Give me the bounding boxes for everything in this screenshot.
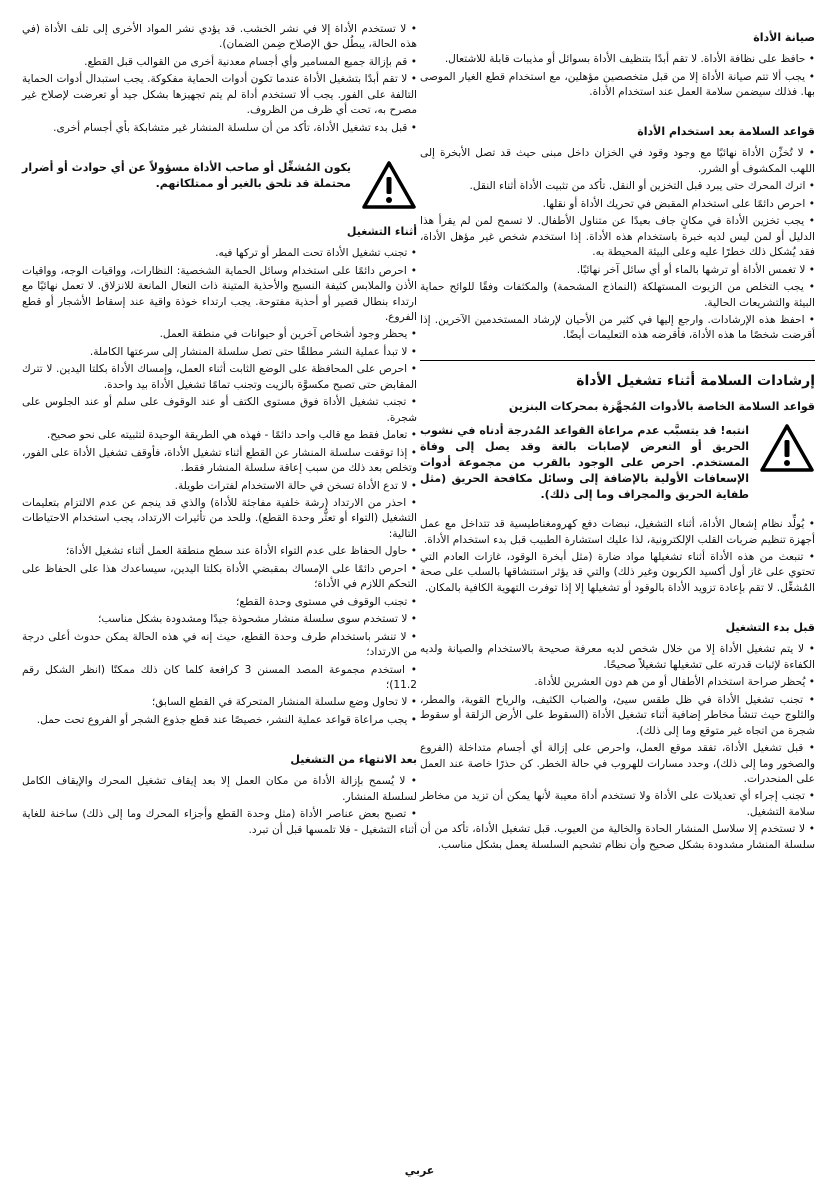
list-item: • لا تحاول وضع سلسلة المنشار المتحركة في القطع السابق؛ (151, 696, 417, 709)
right-column (420, 22, 815, 855)
list-item: • تجنب إجراء أي تعديلات على الأداة ولا تستخدم أداة معيبة لأنها يمكن أن تزيد من مخاطر سلامة التشغيل. (420, 790, 815, 818)
list-item: • قم بإزالة جميع المسامير وأي أجسام معدنية أخرى من القوالب قبل القطع. (84, 55, 417, 68)
petrol-list (420, 517, 815, 596)
after-use-list (420, 146, 815, 343)
list-item: • قبل تشغيل الأداة، تفقد موقع العمل، واحرص على إزالة أي أجسام متداخلة (الفروع والصخور وما إلى ذلك)، وحدد مسارات للهروب في حالة الخطر. كن حذرًا خاصة عند العمل على المنحدرات. (420, 742, 815, 785)
list-item: • لا تُخزِّن الأداة نهائيًا مع وجود وقود في الخزان داخل مبنى حيث قد تصل الأبخرة إلى اللهب المكشوف أو الشرر. (420, 147, 815, 175)
list-item: • لا يتم تشغيل الأداة إلا من خلال شخص لديه معرفة صحيحة بالاستخدام والصيانة ولديه الكفاءة لإثبات قدرته على تشغيلها تشغيلاً صحيحًا. (420, 643, 815, 671)
list-item: • قبل بدء تشغيل الأداة، تأكد من أن سلسلة المنشار غير متشابكة بأي أجسام أخرى. (53, 121, 417, 134)
fire-warning-text: انتبه! قد يتسبَّب عدم مراعاة القواعد المُدرجة أدناه في نشوب الحريق أو التعرض لإصابات بالغة وقد يصل إلى وفاة المستخدم. احرص على الوجود بالقرب من مجموعة أدوات الإسعافات الأولية بالإضافة إلى وسائل مكافحة الحريق (مثل طفاية الحريق والمجراف وما إلى ذلك). (420, 424, 749, 502)
page-footer-language: عربي (404, 1164, 435, 1177)
list-item: • لا تدع الأداة تسخن في حالة الاستخدام لفترات طويلة. (174, 479, 417, 492)
list-item: • تعامل فقط مع قالب واحد دائمًا - فهذه هي الطريقة الوحيدة لتثبيته على نحو صحيح. (46, 429, 417, 442)
list-item: • إذا توقفت سلسلة المنشار عن القطع أثناء تشغيل الأداة، فأوقف تشغيل الأداة على الفور، وتخلص بعد ذلك من سبب إعاقة سلسلة المنشار فقط. (22, 446, 417, 475)
list-item: • احذر من الارتداد (رشة خلفية مفاجئة للأداة) والذي قد ينجم عن عدم الالتزام بتعليمات التشغيل (التواء أو تعثُّر وحدة القطع). وللحد من تأثيرات الارتداد، يجب استخدام الاحتياطات التالية: (22, 497, 417, 540)
list-item: • يجب مراعاة قواعد عملية النشر، خصيصًا عند قطع جذوع الشجر أو الفروع تحت حمل. (36, 713, 417, 726)
warning-triangle-icon (759, 423, 815, 473)
list-item: • يجب تخزين الأداة في مكانٍ جاف بعيدًا عن متناول الأطفال. لا تسمح لمن لم يقرأ هذا الدليل أو لمن ليس لديه خبرة باستخدام هذه الأداة. إذا استخدم شخص غير مؤهل الأداة، فقد يُشكل ذلك خطرًا عليه وعلى البيئة المحيطة به. (420, 215, 815, 259)
main-section-title: إرشادات السلامة أثناء تشغيل الأداة (576, 372, 815, 389)
list-item: • لا يُسمح بإزالة الأداة من مكان العمل إلا بعد إيقاف تشغيل المحرك والإيقاف الكامل لسلسلة المنشار. (22, 775, 417, 803)
list-item: • لا تستخدم سوى سلسلة منشار مشحوذة جيدًا ومشدودة بشكل مناسب؛ (97, 613, 417, 626)
after-operation-list (22, 774, 417, 838)
list-item: • تجنب تشغيل الأداة في ظل طقس سيئ، والضباب الكثيف، والرياح القوية، والمطر، والثلوج حيث تنشأ مخاطر إضافية أثناء تشغيل الأداة (السقوط على الأرض الزلقة أو سقوط شجرة من اتجاه غير متوقع وما إلى ذلك). (420, 693, 815, 737)
liability-warning-text: يكون المُشغِّل أو صاحب الأداة مسؤولاً عن أي حوادث أو أضرار محتملة قد تلحق بالغير أو ممتلكاتهم. (22, 161, 351, 191)
list-item: • احفظ هذه الإرشادات. وارجع إليها في كثير من الأحيان لإرشاد المستخدمين الآخرين. إذا أقرضت شخصًا ما هذه الأداة، فأقرضه هذه التعليمات أيضًا. (420, 313, 815, 342)
list-item: • يُحظر صراحة استخدام الأطفال أو من هم دون العشرين للأداة. (534, 676, 815, 689)
during-operation-heading: أثناء التشغيل (346, 225, 417, 239)
list-item: • تجنب تشغيل الأداة تحت المطر أو تركها فيه. (215, 247, 417, 260)
list-item: • حافظ على نظافة الأداة. لا تقم أبدًا بتنظيف الأداة بسوائل أو مذيبات قابلة للاشتعال. (444, 53, 815, 66)
list-item: • تصبح بعض عناصر الأداة (مثل وحدة القطع وأجزاء المحرك وما إلى ذلك) ساخنة للغاية أثناء التشغيل - فلا تلمسها قبل أن تبرد. (22, 808, 417, 836)
list-item: • لا تستخدم الأداة إلا في نشر الخشب. قد يؤدي نشر المواد الأخرى إلى تلف الأداة (في هذه الحالة، يبطُل حق الإصلاح ضِمن الضمان). (22, 23, 417, 51)
list-item: • لا تنشر باستخدام طرف وحدة القطع، حيث إنه في هذه الحالة يمكن حدوث أعلى درجة من الارتداد؛ (22, 630, 417, 659)
list-item: • احرص دائمًا على الإمساك بمقبضي الأداة بكلتا اليدين، سيساعدك هذا على الحفاظ على التحكم اللازم في الأداة؛ (22, 562, 417, 591)
list-item: • تجنب الوقوف في مستوى وحدة القطع؛ (236, 595, 417, 608)
section-divider (420, 360, 815, 361)
during-operation-list (22, 246, 417, 728)
list-item: • حاول الحفاظ على عدم التواء الأداة عند سطح منطقة العمل أثناء تشغيل الأداة؛ (65, 545, 417, 558)
maintenance-heading: صيانة الأداة (753, 31, 815, 44)
left-column (22, 22, 417, 840)
maintenance-list (420, 52, 815, 100)
liability-warning-box (22, 160, 417, 210)
list-item: • احرص دائمًا على استخدام وسائل الحماية الشخصية: النظارات، وواقيات الوجه، وواقيات الأذن والملابس كثيفة النسيج والأحذية المتينة ذات النعال المانعة للانزلاق. لا تعمل نهائيًا مع ارتداء بنطال قصير أو أحذية مفتوحة. يجب ارتداء خوذة واقية عند إسقاط الأشجار أو قطع الفروع. (22, 264, 417, 324)
after-operation-heading: بعد الانتهاء من التشغيل (290, 753, 417, 767)
list-item: • يحظر وجود أشخاص آخرين أو حيوانات في منطقة العمل. (159, 328, 417, 341)
list-item: • يجب التخلص من الزيوت المستهلكة (النماذج المشحمة) والمكثفات وفقًا للوائح حماية البيئة والتشريعات الحالية. (420, 281, 815, 309)
list-item: • لا تبدأ عملية النشر مطلقًا حتى تصل سلسلة المنشار إلى سرعتها الكاملة. (89, 345, 417, 358)
list-item: • لا تقم أبدًا بتشغيل الأداة عندما تكون أدوات الحماية مفكوكة. يجب استبدال أدوات الحماية التالفة على الفور. يجب ألا تستخدم أداة لم يتم تجهيزها بشكل جيد أو تعرضت لإصلاح غير مصرح به، تحت أي ظرف من الظروف. (22, 73, 417, 117)
list-item: • يجب ألا تتم صيانة الأداة إلا من قبل متخصصين مؤهلين، مع استخدام قطع الغيار الموصى بها. فذلك سيضمن سلامة العمل عند استخدام الأداة. (420, 70, 815, 98)
top-list (22, 22, 417, 136)
list-item: • لا تستخدم إلا سلاسل المنشار الحادة والخالية من العيوب. قبل تشغيل الأداة، تأكد من أن سلسلة المنشار مشدودة بشكل صحيح وأن نظام تشحيم السلسلة يعمل بشكل مناسب. (420, 823, 815, 851)
warning-triangle-icon (361, 160, 417, 210)
before-start-heading: قبل بدء التشغيل (725, 621, 815, 635)
before-start-list (420, 642, 815, 853)
list-item: • استخدم مجموعة المصد المسنن 3 كرافعة كلما كان ذلك ممكنًا (انظر الشكل رقم 11.2)؛ (22, 663, 417, 691)
fire-warning-box (420, 423, 815, 503)
list-item: • لا تغمس الأداة أو ترشها بالماء أو أي سائل آخر نهائيًا. (576, 263, 815, 276)
list-item: • احرص على المحافظة على الوضع الثابت أثناء العمل، وإمساك الأداة بكلتا اليدين. لا تترك المقابض حتى تصبح مكسوَّة بالزيت وتجنب تمامًا تشغيل الأداة بيد واحدة. (22, 363, 417, 391)
petrol-heading: قواعد السلامة الخاصة بالأدوات المُجهَّزة بمحركات البنزين (508, 400, 815, 414)
list-item: • اترك المحرك حتى يبرد قبل التخزين أو النقل. تأكد من تثبيت الأداة أثناء النقل. (469, 180, 815, 193)
list-item: • يُولِّد نظام إشعال الأداة، أثناء التشغيل، نبضات دفع كهرومغناطيسية قد تتداخل مع عمل أجهزة تنظيم ضربات القلب الإلكترونية، لذا عليك استشارة الطبيب قبل بدء استخدام الأداة. (420, 518, 815, 546)
list-item: • تنبعث من هذه الأداة أثناء تشغيلها مواد ضارة (مثل أبخرة الوقود، غازات العادم التي تحتوي على غاز أول أكسيد الكربون وغير ذلك) والتي قد يؤثر استنشاقها بالسلب على صحة المُشغِّل. لا تقم بإعادة تزويد الأداة بالوقود أو تشغيلها إلا إذا توفرت التهوية الكافية بالمكان. (420, 550, 815, 594)
list-item: • احرص دائمًا على استخدام المقبض في تحريك الأداة أو نقلها. (542, 197, 815, 210)
after-use-heading: قواعد السلامة بعد استخدام الأداة (637, 125, 815, 139)
list-item: • تجنب تشغيل الأداة فوق مستوى الكتف أو عند الوقوف على سلم أو عند الجلوس على شجرة. (22, 396, 417, 424)
